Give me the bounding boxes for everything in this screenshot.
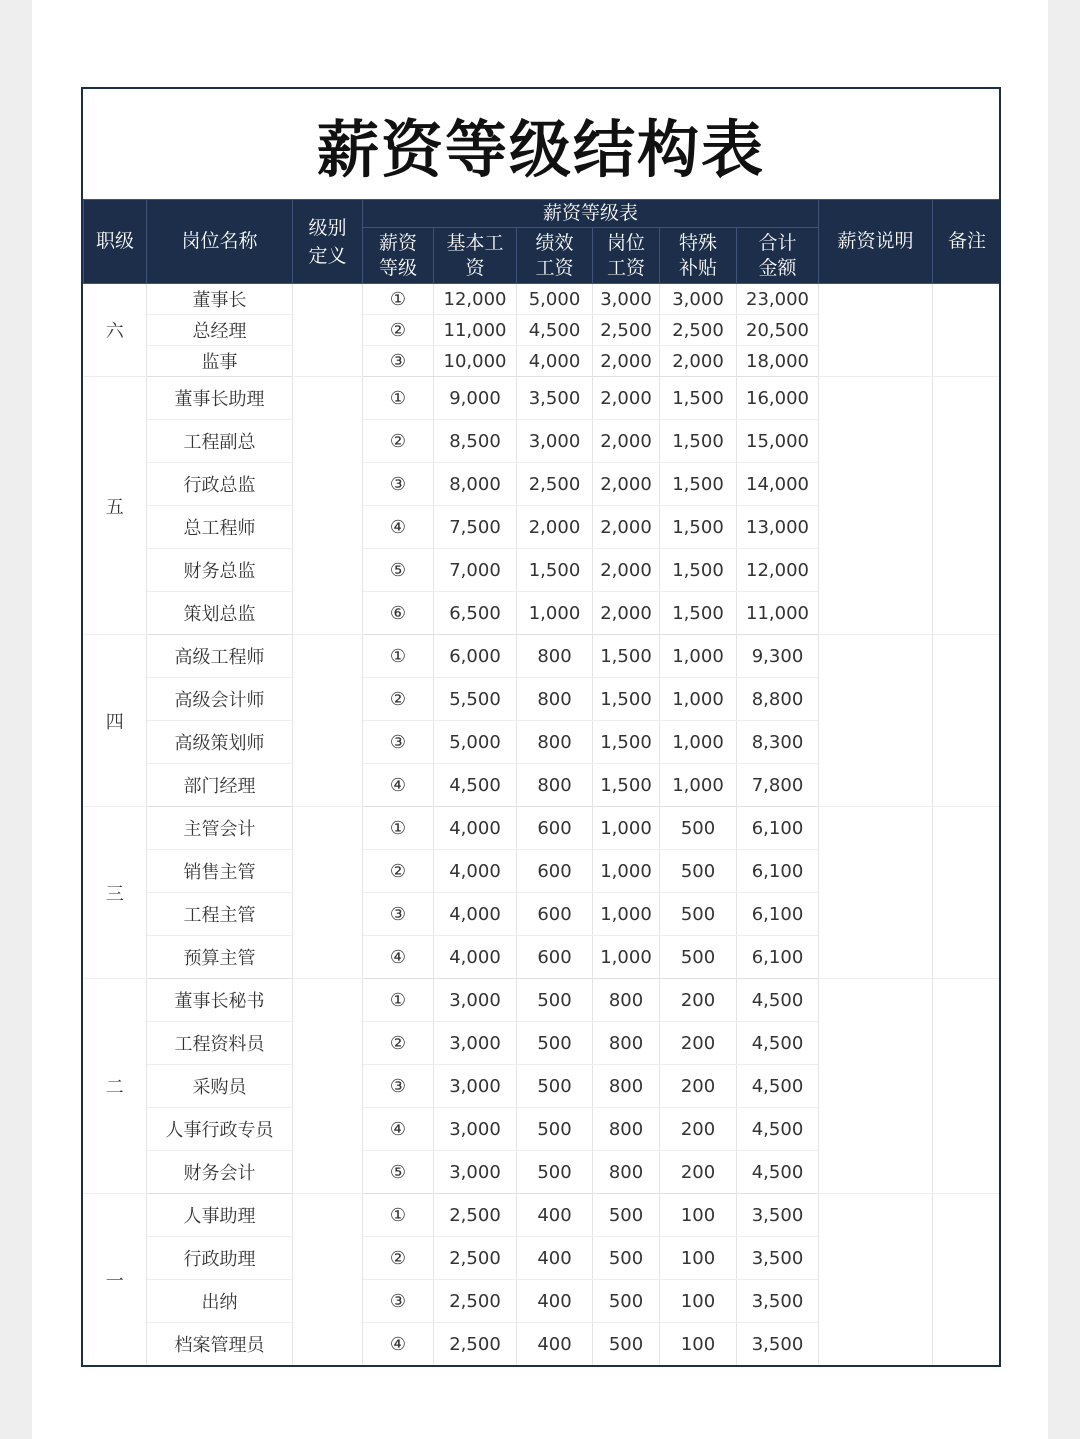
total-cell: 4,500: [737, 1151, 819, 1194]
post-cell: 1,500: [593, 764, 660, 807]
header-grade: 薪资等级: [363, 228, 434, 284]
performance-cell: 1,000: [517, 592, 593, 635]
remark-cell: [933, 807, 1001, 979]
grade-cell: ③: [363, 346, 434, 377]
total-cell: 6,100: [737, 936, 819, 979]
allowance-cell: 500: [660, 936, 737, 979]
allowance-cell: 1,000: [660, 764, 737, 807]
post-cell: 2,000: [593, 463, 660, 506]
performance-cell: 400: [517, 1323, 593, 1366]
table-body: [84, 284, 1002, 1366]
total-cell: 3,500: [737, 1237, 819, 1280]
note-cell: [819, 635, 933, 807]
total-cell: 6,100: [737, 850, 819, 893]
allowance-cell: 100: [660, 1323, 737, 1366]
grade-cell: ⑤: [363, 549, 434, 592]
position-cell: 人事行政专员: [147, 1108, 293, 1151]
grade-cell: ①: [363, 979, 434, 1022]
post-cell: 1,500: [593, 635, 660, 678]
grade-cell: ①: [363, 807, 434, 850]
grade-cell: ④: [363, 1323, 434, 1366]
position-cell: 高级会计师: [147, 678, 293, 721]
total-cell: 9,300: [737, 635, 819, 678]
allowance-cell: 200: [660, 1151, 737, 1194]
allowance-cell: 200: [660, 1022, 737, 1065]
total-cell: 8,300: [737, 721, 819, 764]
total-cell: 18,000: [737, 346, 819, 377]
post-cell: 500: [593, 1194, 660, 1237]
allowance-cell: 1,500: [660, 420, 737, 463]
position-cell: 工程主管: [147, 893, 293, 936]
performance-cell: 2,000: [517, 506, 593, 549]
definition-cell: [293, 807, 363, 979]
base-cell: 10,000: [434, 346, 517, 377]
allowance-cell: 500: [660, 807, 737, 850]
remark-cell: [933, 377, 1001, 635]
remark-cell: [933, 635, 1001, 807]
base-cell: 3,000: [434, 979, 517, 1022]
grade-cell: ①: [363, 635, 434, 678]
note-cell: [819, 807, 933, 979]
total-cell: 3,500: [737, 1280, 819, 1323]
position-cell: 董事长: [147, 284, 293, 315]
performance-cell: 500: [517, 1151, 593, 1194]
post-cell: 2,000: [593, 506, 660, 549]
allowance-cell: 1,500: [660, 463, 737, 506]
definition-cell: [293, 979, 363, 1194]
total-cell: 12,000: [737, 549, 819, 592]
position-cell: 主管会计: [147, 807, 293, 850]
total-cell: 4,500: [737, 1065, 819, 1108]
post-cell: 2,000: [593, 592, 660, 635]
post-cell: 800: [593, 1151, 660, 1194]
base-cell: 3,000: [434, 1151, 517, 1194]
post-cell: 1,000: [593, 850, 660, 893]
header-base: 基本工资: [434, 228, 517, 284]
base-cell: 4,500: [434, 764, 517, 807]
definition-cell: [293, 635, 363, 807]
total-cell: 7,800: [737, 764, 819, 807]
grade-cell: ④: [363, 936, 434, 979]
position-cell: 出纳: [147, 1280, 293, 1323]
position-cell: 高级策划师: [147, 721, 293, 764]
level-cell: 三: [84, 807, 147, 979]
base-cell: 3,000: [434, 1022, 517, 1065]
table-row: [84, 635, 1002, 678]
level-cell: 一: [84, 1194, 147, 1366]
position-cell: 行政助理: [147, 1237, 293, 1280]
performance-cell: 2,500: [517, 463, 593, 506]
post-cell: 2,000: [593, 377, 660, 420]
total-cell: 13,000: [737, 506, 819, 549]
performance-cell: 600: [517, 893, 593, 936]
total-cell: 6,100: [737, 807, 819, 850]
grade-cell: ③: [363, 721, 434, 764]
grade-cell: ③: [363, 1065, 434, 1108]
total-cell: 3,500: [737, 1323, 819, 1366]
base-cell: 9,000: [434, 377, 517, 420]
base-cell: 7,000: [434, 549, 517, 592]
grade-cell: ②: [363, 850, 434, 893]
total-cell: 4,500: [737, 1108, 819, 1151]
position-cell: 部门经理: [147, 764, 293, 807]
base-cell: 6,500: [434, 592, 517, 635]
table-row: [84, 284, 1002, 315]
definition-cell: [293, 284, 363, 377]
grade-cell: ③: [363, 893, 434, 936]
table-row: [84, 377, 1002, 420]
sheet-title: 薪资等级结构表: [316, 112, 765, 186]
allowance-cell: 200: [660, 979, 737, 1022]
total-cell: 3,500: [737, 1194, 819, 1237]
salary-sheet: [81, 87, 1001, 1367]
note-cell: [819, 284, 933, 377]
header-salary-group: 薪资等级表: [363, 200, 819, 228]
table-row: [84, 979, 1002, 1022]
position-cell: 监事: [147, 346, 293, 377]
note-cell: [819, 1194, 933, 1366]
remark-cell: [933, 979, 1001, 1194]
grade-cell: ②: [363, 315, 434, 346]
base-cell: 5,500: [434, 678, 517, 721]
grade-cell: ④: [363, 506, 434, 549]
performance-cell: 800: [517, 635, 593, 678]
position-cell: 采购员: [147, 1065, 293, 1108]
header-allowance: 特殊补贴: [660, 228, 737, 284]
total-cell: 4,500: [737, 1022, 819, 1065]
table-row: [84, 807, 1002, 850]
position-cell: 高级工程师: [147, 635, 293, 678]
position-cell: 董事长秘书: [147, 979, 293, 1022]
position-cell: 人事助理: [147, 1194, 293, 1237]
position-cell: 工程资料员: [147, 1022, 293, 1065]
grade-cell: ④: [363, 764, 434, 807]
header-remark: 备注: [933, 200, 1001, 284]
allowance-cell: 500: [660, 850, 737, 893]
total-cell: 4,500: [737, 979, 819, 1022]
grade-cell: ②: [363, 678, 434, 721]
base-cell: 2,500: [434, 1237, 517, 1280]
post-cell: 2,000: [593, 420, 660, 463]
position-cell: 预算主管: [147, 936, 293, 979]
performance-cell: 800: [517, 678, 593, 721]
allowance-cell: 1,500: [660, 592, 737, 635]
post-cell: 500: [593, 1280, 660, 1323]
position-cell: 财务总监: [147, 549, 293, 592]
post-cell: 800: [593, 1108, 660, 1151]
allowance-cell: 3,000: [660, 284, 737, 315]
performance-cell: 400: [517, 1280, 593, 1323]
remark-cell: [933, 284, 1001, 377]
base-cell: 12,000: [434, 284, 517, 315]
base-cell: 6,000: [434, 635, 517, 678]
base-cell: 11,000: [434, 315, 517, 346]
grade-cell: ③: [363, 1280, 434, 1323]
post-cell: 1,000: [593, 936, 660, 979]
allowance-cell: 100: [660, 1237, 737, 1280]
header-performance: 绩效工资: [517, 228, 593, 284]
performance-cell: 3,000: [517, 420, 593, 463]
performance-cell: 400: [517, 1237, 593, 1280]
performance-cell: 500: [517, 1065, 593, 1108]
performance-cell: 500: [517, 1022, 593, 1065]
position-cell: 董事长助理: [147, 377, 293, 420]
total-cell: 8,800: [737, 678, 819, 721]
post-cell: 1,500: [593, 678, 660, 721]
position-cell: 行政总监: [147, 463, 293, 506]
post-cell: 1,000: [593, 893, 660, 936]
performance-cell: 500: [517, 1108, 593, 1151]
performance-cell: 4,500: [517, 315, 593, 346]
base-cell: 7,500: [434, 506, 517, 549]
allowance-cell: 1,000: [660, 678, 737, 721]
grade-cell: ④: [363, 1108, 434, 1151]
allowance-cell: 1,500: [660, 549, 737, 592]
post-cell: 3,000: [593, 284, 660, 315]
grade-cell: ②: [363, 420, 434, 463]
level-cell: 二: [84, 979, 147, 1194]
allowance-cell: 1,500: [660, 506, 737, 549]
base-cell: 2,500: [434, 1323, 517, 1366]
remark-cell: [933, 1194, 1001, 1366]
position-cell: 财务会计: [147, 1151, 293, 1194]
total-cell: 20,500: [737, 315, 819, 346]
definition-cell: [293, 1194, 363, 1366]
performance-cell: 1,500: [517, 549, 593, 592]
performance-cell: 400: [517, 1194, 593, 1237]
allowance-cell: 2,500: [660, 315, 737, 346]
allowance-cell: 200: [660, 1108, 737, 1151]
allowance-cell: 1,000: [660, 721, 737, 764]
performance-cell: 5,000: [517, 284, 593, 315]
grade-cell: ⑥: [363, 592, 434, 635]
position-cell: 总工程师: [147, 506, 293, 549]
base-cell: 4,000: [434, 936, 517, 979]
post-cell: 500: [593, 1237, 660, 1280]
header-position: 岗位名称: [147, 200, 293, 284]
note-cell: [819, 377, 933, 635]
base-cell: 3,000: [434, 1108, 517, 1151]
grade-cell: ①: [363, 284, 434, 315]
base-cell: 8,500: [434, 420, 517, 463]
grade-cell: ②: [363, 1022, 434, 1065]
base-cell: 8,000: [434, 463, 517, 506]
salary-table: [83, 199, 1001, 1366]
base-cell: 4,000: [434, 850, 517, 893]
base-cell: 3,000: [434, 1065, 517, 1108]
note-cell: [819, 979, 933, 1194]
header-definition: 级别定义: [293, 200, 363, 284]
allowance-cell: 1,000: [660, 635, 737, 678]
post-cell: 800: [593, 1065, 660, 1108]
base-cell: 2,500: [434, 1280, 517, 1323]
post-cell: 2,000: [593, 549, 660, 592]
performance-cell: 600: [517, 807, 593, 850]
grade-cell: ⑤: [363, 1151, 434, 1194]
position-cell: 档案管理员: [147, 1323, 293, 1366]
total-cell: 14,000: [737, 463, 819, 506]
allowance-cell: 100: [660, 1194, 737, 1237]
level-cell: 四: [84, 635, 147, 807]
post-cell: 500: [593, 1323, 660, 1366]
total-cell: 15,000: [737, 420, 819, 463]
allowance-cell: 1,500: [660, 377, 737, 420]
allowance-cell: 100: [660, 1280, 737, 1323]
post-cell: 2,000: [593, 346, 660, 377]
base-cell: 5,000: [434, 721, 517, 764]
post-cell: 800: [593, 1022, 660, 1065]
base-cell: 4,000: [434, 893, 517, 936]
performance-cell: 3,500: [517, 377, 593, 420]
definition-cell: [293, 377, 363, 635]
allowance-cell: 200: [660, 1065, 737, 1108]
position-cell: 工程副总: [147, 420, 293, 463]
post-cell: 2,500: [593, 315, 660, 346]
position-cell: 策划总监: [147, 592, 293, 635]
total-cell: 23,000: [737, 284, 819, 315]
post-cell: 1,500: [593, 721, 660, 764]
grade-cell: ②: [363, 1237, 434, 1280]
base-cell: 4,000: [434, 807, 517, 850]
performance-cell: 800: [517, 721, 593, 764]
post-cell: 800: [593, 979, 660, 1022]
level-cell: 五: [84, 377, 147, 635]
table-row: [84, 1194, 1002, 1237]
grade-cell: ①: [363, 377, 434, 420]
total-cell: 16,000: [737, 377, 819, 420]
header-level: 职级: [84, 200, 147, 284]
performance-cell: 800: [517, 764, 593, 807]
allowance-cell: 2,000: [660, 346, 737, 377]
base-cell: 2,500: [434, 1194, 517, 1237]
performance-cell: 600: [517, 850, 593, 893]
position-cell: 总经理: [147, 315, 293, 346]
header-total: 合计金额: [737, 228, 819, 284]
grade-cell: ①: [363, 1194, 434, 1237]
position-cell: 销售主管: [147, 850, 293, 893]
total-cell: 11,000: [737, 592, 819, 635]
performance-cell: 600: [517, 936, 593, 979]
grade-cell: ③: [363, 463, 434, 506]
total-cell: 6,100: [737, 893, 819, 936]
allowance-cell: 500: [660, 893, 737, 936]
level-cell: 六: [84, 284, 147, 377]
post-cell: 1,000: [593, 807, 660, 850]
table-header: [84, 200, 1002, 284]
performance-cell: 500: [517, 979, 593, 1022]
header-note: 薪资说明: [819, 200, 933, 284]
performance-cell: 4,000: [517, 346, 593, 377]
header-post: 岗位工资: [593, 228, 660, 284]
